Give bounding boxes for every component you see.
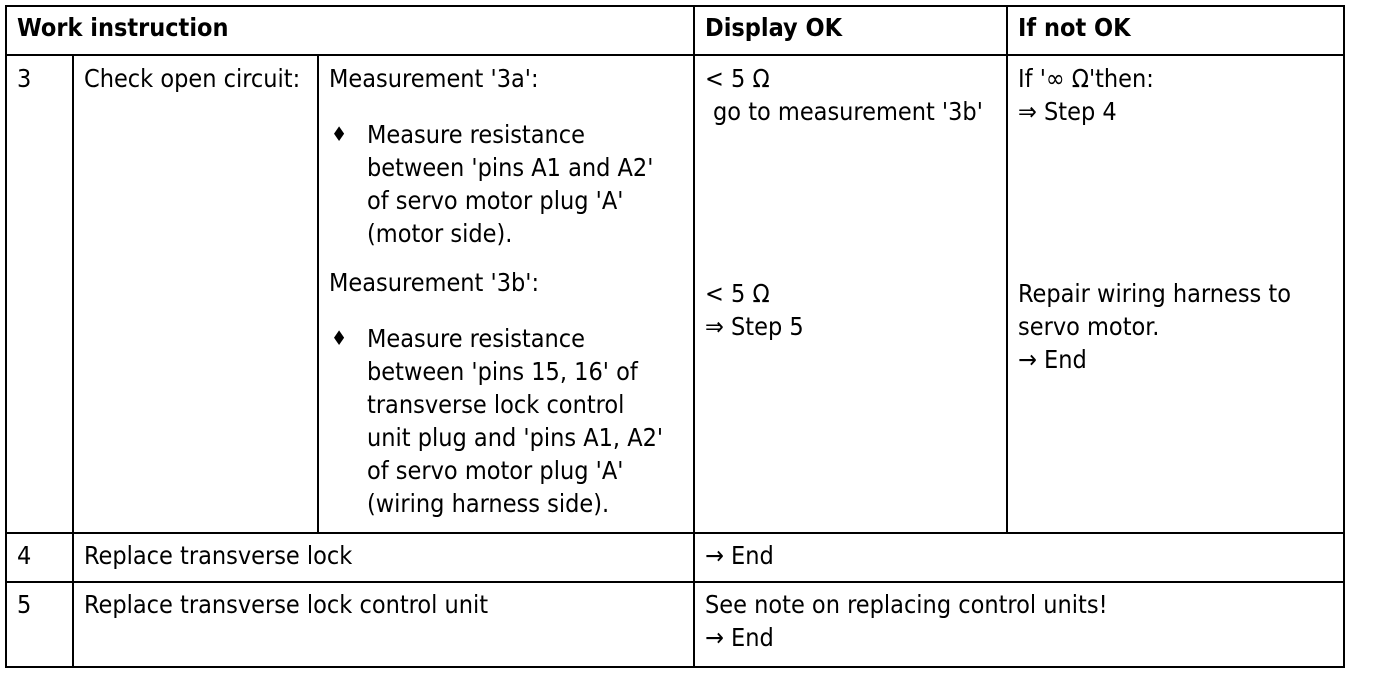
- if-not-ok-line: servo motor.: [1018, 312, 1160, 341]
- table-row-step-4: [6, 533, 1344, 582]
- header-if-not-ok: If not OK: [1007, 6, 1344, 55]
- measurement-instruction: [329, 118, 683, 250]
- header-display-ok: Display OK: [694, 6, 1007, 55]
- if-not-ok-line: If '∞ Ω'then:: [1018, 64, 1154, 93]
- instruction-line: (wiring harness side).: [367, 489, 610, 518]
- instruction-line: unit plug and 'pins A1, A2': [367, 423, 664, 452]
- measurement-3a: [329, 62, 683, 250]
- measurement-3b: [329, 266, 683, 520]
- display-ok-3b: [705, 277, 996, 343]
- if-not-ok-line: → End: [1018, 345, 1087, 374]
- table-row-step-3: [6, 55, 1344, 533]
- display-ok-line: < 5 Ω: [705, 64, 770, 93]
- measurement-instruction: [329, 322, 683, 520]
- instruction-line: between 'pins A1 and A2': [367, 153, 654, 182]
- display-ok-3a: [705, 62, 996, 128]
- instruction-text: Replace transverse lock: [73, 533, 694, 582]
- work-instruction-table: [5, 5, 1345, 668]
- check-label: Check open circuit:: [73, 55, 318, 533]
- measurement-title: Measurement '3b':: [329, 268, 540, 297]
- display-ok-line: ⇒ Step 5: [705, 312, 804, 341]
- instruction-text: Replace transverse lock control unit: [73, 582, 694, 667]
- step-number: 5: [6, 582, 73, 667]
- display-ok-line: go to measurement '3b': [713, 97, 983, 126]
- instruction-line: Measure resistance: [367, 324, 585, 353]
- instruction-line: Measure resistance: [367, 120, 585, 149]
- display-ok-cell: [694, 533, 1344, 582]
- measurements-cell: [318, 55, 694, 533]
- display-ok-line: → End: [705, 623, 774, 652]
- display-ok-line: < 5 Ω: [705, 279, 770, 308]
- step-number: 4: [6, 533, 73, 582]
- if-not-ok-line: ⇒ Step 4: [1018, 97, 1117, 126]
- display-ok-line: See note on replacing control units!: [705, 590, 1108, 619]
- instruction-line: of servo motor plug 'A': [367, 186, 624, 215]
- if-not-ok-3a: [1018, 62, 1333, 128]
- diamond-bullet-icon: ♦: [331, 122, 348, 146]
- display-ok-cell: [694, 582, 1344, 667]
- if-not-ok-line: Repair wiring harness to: [1018, 279, 1291, 308]
- display-ok-line: → End: [705, 541, 774, 570]
- instruction-line: between 'pins 15, 16' of: [367, 357, 638, 386]
- if-not-ok-3b: [1018, 277, 1333, 376]
- instruction-line: transverse lock control: [367, 390, 625, 419]
- diamond-bullet-icon: ♦: [331, 326, 348, 350]
- instruction-line: of servo motor plug 'A': [367, 456, 624, 485]
- measurement-title: Measurement '3a':: [329, 64, 539, 93]
- header-work-instruction: Work instruction: [6, 6, 694, 55]
- table-row-step-5: [6, 582, 1344, 667]
- display-ok-cell: [694, 55, 1007, 533]
- header-row: [6, 6, 1344, 55]
- step-number: 3: [6, 55, 73, 533]
- if-not-ok-cell: [1007, 55, 1344, 533]
- instruction-line: (motor side).: [367, 219, 513, 248]
